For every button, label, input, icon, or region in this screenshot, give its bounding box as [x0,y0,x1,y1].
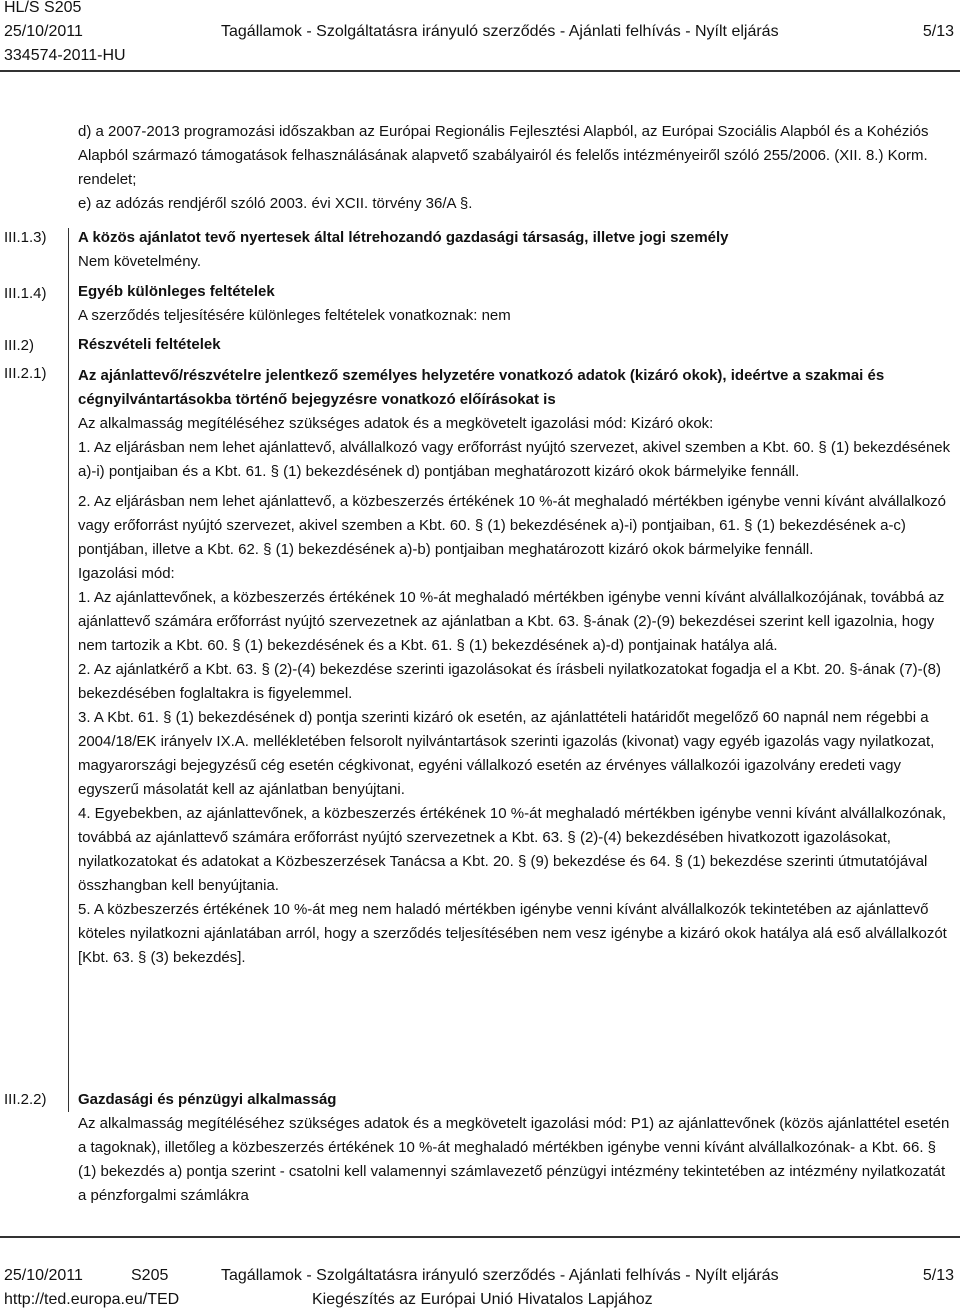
footer-page-number: 5/13 [922,1267,954,1284]
section-iii-1-3 [78,226,954,274]
section-number-iii-1-4: III.1.4) [4,285,47,302]
section-number-iii-2-1: III.2.1) [4,365,47,382]
footer-date: 25/10/2011 [4,1267,83,1284]
section-title: Gazdasági és pénzügyi alkalmasság [78,1091,337,1108]
header-divider [0,70,960,72]
section-iii-1-4 [78,280,954,328]
section-number-iii-1-3: III.1.3) [4,229,47,246]
section-iii-2 [78,333,954,357]
section-title: Egyéb különleges feltételek [78,283,275,300]
paragraph: 5. A közbeszerzés értékének 10 %-át meg nem haladó mértékben igénybe venni kívánt alvállalkozók tekintetében az ajánlattevő köteles nyilatkozni ajánlatában arról, hogy a szerződés teljesítésében nem vesz igénybe a kizáró okok hatálya alá eső alvállalkozót [Kbt. 63. § (3) bekezdés]. [78,901,947,966]
journal-id: HL/S S205 [4,0,82,16]
paragraph: Igazolási mód: [78,565,175,582]
header-date: 25/10/2011 [4,23,83,40]
header-title: Tagállamok - Szolgáltatásra irányuló szerződés - Ajánlati felhívás - Nyílt eljárás [221,23,779,40]
paragraph: 3. A Kbt. 61. § (1) bekezdésének d) pontja szerinti kizáró ok esetén, az ajánlattételi határidőt megelőző 60 napnál nem régebbi a 2004/18/EK irányelv IX.A. mellékletében felsorolt nyilvántartások szerinti igazolás (kivonat) vagy egyéb igazolás vagy nyilatkozat, magyarországi bejegyzésű cég esetén cégkivonat, egyéni vállalkozó esetén az érvényes vállalkozói igazolvány eredeti vagy egyszerű másolatát kell az ajánlatban benyújtani. [78,709,935,798]
section-text: A szerződés teljesítésére különleges feltételek vonatkoznak: nem [78,307,511,324]
page-footer [0,1236,960,1311]
section-number-iii-2-2: III.2.2) [4,1091,47,1108]
section-title: A közös ajánlatot tevő nyertesek által létrehozandó gazdasági társaság, illetve jogi személy [78,229,729,246]
paragraph: 4. Egyebekben, az ajánlattevőnek, a közbeszerzés értékének 10 %-át meghaladó mértékben igénybe venni kívánt alvállalkozónak, továbbá az ajánlattevő számára erőforrást nyújtó szervezetnek a Kbt. 63. § (2)-(4) bekezdésében hivatkozott igazolásokat, nyilatkozatokat és adatokat a Közbeszerzések Tanácsa a Kbt. 20. § (9) bekezdése és 64. § (1) bekezdése szerinti útmutatójával összhangban kell benyújtania. [78,805,947,894]
section-text: Nem követelmény. [78,253,202,270]
legal-references [78,120,954,216]
section-divider-line [68,228,69,1112]
section-text: Az alkalmasság megítéléséhez szükséges adatok és a megkövetelt igazolási mód: P1) az ajánlattevőnek (közös ajánlattétel esetén a tagoknak), illetőleg a közbeszerzés értékének 10 %-át meghaladó mértékben igénybe venni kívánt alvállalkozónak- a Kbt. 66. § (1) bekezdés a) pontja szerint - csatolni kell valamennyi számlavezető pénzügyi intézmény tekintetében az intézmény nyilatkozatát a pénzforgalmi számlákra [78,1115,950,1204]
paragraph: 2. Az ajánlatkérő a Kbt. 63. § (2)-(4) bekezdése szerinti igazolásokat és írásbeli nyilatkozatokat fogadja el a Kbt. 20. §-ának (7)-(8) bekezdésében foglaltakra is figyelemmel. [78,661,941,702]
paragraph: 2. Az eljárásban nem lehet ajánlattevő, a közbeszerzés értékének 10 %-át meghaladó mértékben igénybe venni kívánt alvállalkozó vagy erőforrást nyújtó szervezet, akivel szemben a Kbt. 60. § (1) bekezdésének a)-i) pontjaiban, 61. § (1) bekezdésének a-c) pontjában, illetve a Kbt. 62. § (1) bekezdésének a)-b) pontjaiban meghatározott kizáró okok bármelyike fennáll. [78,493,947,558]
section-number-iii-2: III.2) [4,337,35,354]
footer-title: Tagállamok - Szolgáltatásra irányuló szerződés - Ajánlati felhívás - Nyílt eljárás [221,1267,779,1284]
header-page-number: 5/13 [922,23,954,40]
paragraph: 1. Az ajánlattevőnek, a közbeszerzés értékének 10 %-át meghaladó mértékben igénybe venni kívánt alvállalkozójának, továbbá az ajánlattevő számára erőforrást nyújtó szervezetnek az ajánlatban a Kbt. 63. §-ának (2)-(9) bekezdései szerint kell igazolnia, hogy nem tartozik a Kbt. 60. § (1) bekezdésének és a Kbt. 61. § (1) bekezdésének a)-d) pontjainak hatálya alá. [78,589,945,654]
section-title: Az ajánlattevő/részvételre jelentkező személyes helyzetére vonatkozó adatok (kizáró okok), ideértve a szakmai és cégnyilvántartásokba történő bejegyzésre vonatkozó előírásokat is [78,367,885,408]
reference-d: d) a 2007-2013 programozási időszakban az Európai Regionális Fejlesztési Alapból, az Európai Szociális Alapból és a Kohéziós Alapból származó támogatások felhasználásának alapvető szabályairól és felelős intézményeiről szóló 255/2006. (XII. 8.) Korm. rendelet; [78,123,929,188]
reference-e: e) az adózás rendjéről szóló 2003. évi XCII. törvény 36/A §. [78,195,473,212]
footer-url-link[interactable]: http://ted.europa.eu/TED [4,1291,180,1308]
paragraph: 1. Az eljárásban nem lehet ajánlattevő, alvállalkozó vagy erőforrást nyújtó szervezet, akivel szemben a Kbt. 60. § (1) bekezdésének a)-i) pontjaiban és a Kbt. 61. § (1) bekezdésének d) pontjában meghatározott kizáró okok bármelyike fennáll. [78,439,951,480]
footer-divider [0,1236,960,1238]
footer-issue: S205 [131,1267,169,1284]
section-iii-2-2 [78,1088,954,1208]
page-header [0,0,960,72]
paragraph: Az alkalmasság megítéléséhez szükséges adatok és a megkövetelt igazolási mód: Kizáró okok: [78,415,714,432]
section-iii-2-1 [78,364,954,970]
footer-supplement: Kiegészítés az Európai Unió Hivatalos Lapjához [312,1291,653,1308]
notice-reference: 334574-2011-HU [4,47,126,64]
section-title: Részvételi feltételek [78,336,221,353]
